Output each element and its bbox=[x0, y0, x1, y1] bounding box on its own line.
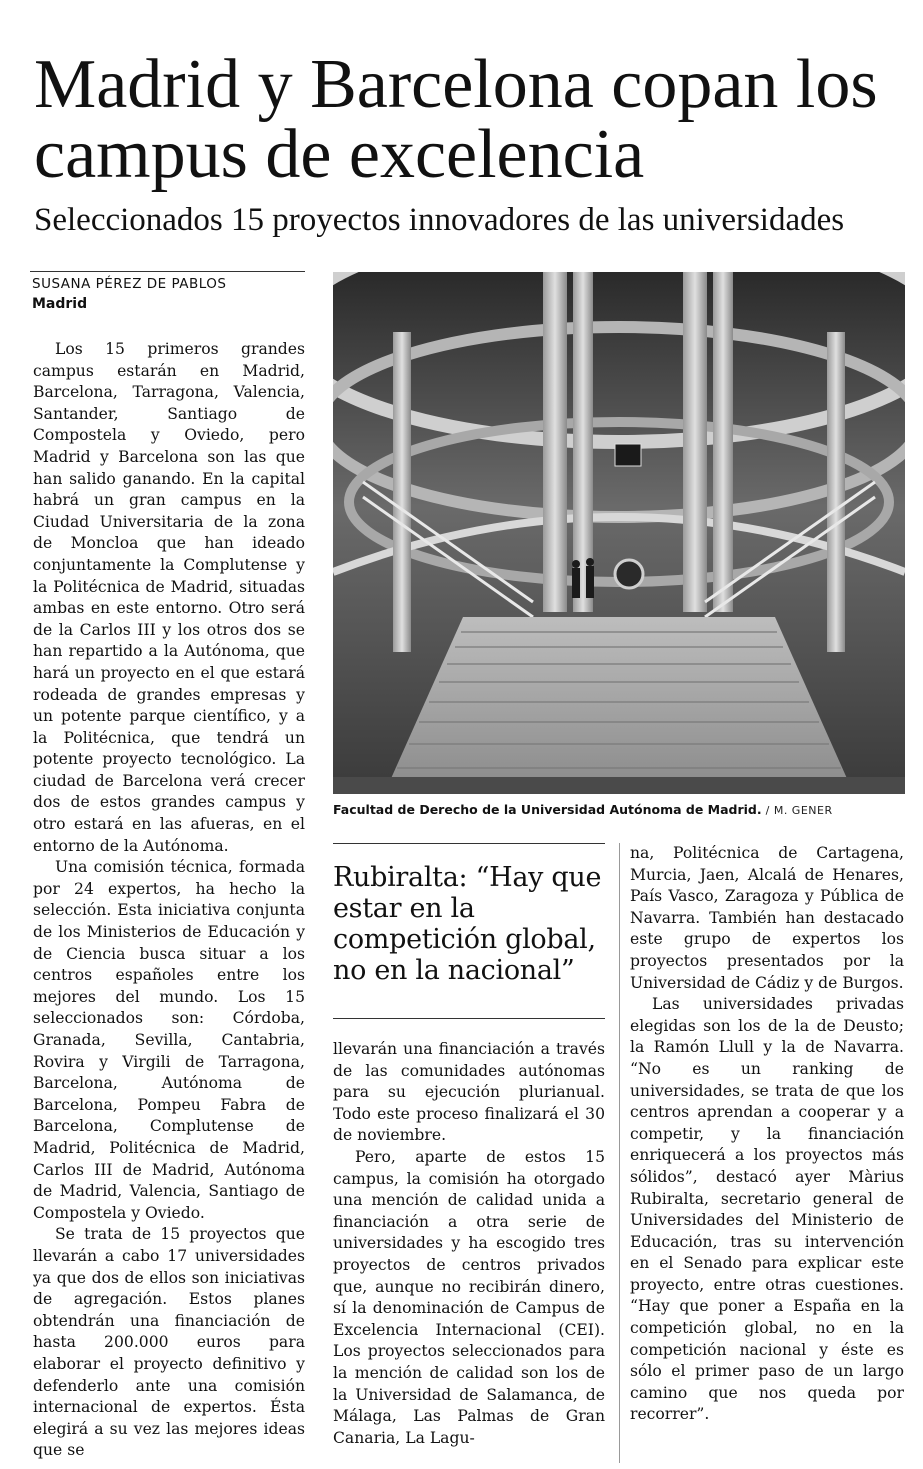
paragraph: na, Politécnica de Cartagena, Murcia, Jaen, Alcalá de Henares, País Vasco, Zaragoza y Pública de Navarra. También han destacado este grupo de expertos los proyectos presentados por la Universidad de Cádiz y de Burgos. bbox=[630, 844, 904, 992]
headline: Madrid y Barcelona copan los campus de excelencia bbox=[34, 46, 878, 193]
dateline: Madrid bbox=[32, 296, 88, 312]
photo-caption bbox=[333, 802, 905, 817]
pullquote-top-rule bbox=[333, 843, 605, 844]
paragraph: Se trata de 15 proyectos que llevarán a cabo 17 universidades ya que dos de ellos son iniciativas de agregación. Estos planes obtendrán una financiación de hasta 200.000 euros para elaborar el proyecto definitivo y defenderlo ante una comisión internacional de expertos. Ésta elegirá a su vez las mejores ideas que se bbox=[33, 1225, 305, 1460]
paragraph: Pero, aparte de estos 15 campus, la comisión ha otorgado una mención de calidad unida a financiación a otra serie de universidades y ha escogido tres proyectos de centros privados que, aunque no recibirán dinero, sí la denominación de Campus de Excelencia Internacional (CEI). Los proyectos seleccionados para la mención de calidad son los de la Universidad de Salamanca, de Málaga, Las Palmas de Gran Canaria, La Lagu- bbox=[333, 1147, 605, 1447]
paragraph: Una comisión técnica, formada por 24 expertos, ha hecho la selección. Esta iniciativa conjunta de los Ministerios de Educación y de Ciencia busca situar a los centros españoles entre los mejores del mundo. Los 15 seleccionados son: Córdoba, Granada, Sevilla, Cantabria, Rovira y Virgili de Tarragona, Barcelona, Autónoma de Barcelona, Pompeu Fabra de Barcelona, Complutense de Madrid, Politécnica de Madrid, Carlos III de Madrid, Autónoma de Madrid, Valencia, Santiago de Compostela y Oviedo. bbox=[33, 858, 305, 1222]
caption-text: Facultad de Derecho de la Universidad Autónoma de Madrid. bbox=[333, 802, 762, 817]
byline-top-rule bbox=[30, 271, 305, 272]
paragraph: Los 15 primeros grandes campus estarán en Madrid, Barcelona, Tarragona, Valencia, Santander, Santiago de Compostela y Oviedo, pero Madrid y Barcelona son las que han salido ganando. En la capital habrá un gran campus en la Ciudad Universitaria de la zona de Moncloa que han ideado conjuntamente la Complutense y la Politécnica de Madrid, situadas ambas en este entorno. Otro será de la Carlos III y los otros dos se han repartido a la Autónoma, que hará un proyecto en el que estará rodeada de grandes empresas y un potente parque científico, y a la Politécnica, que tendrá un potente proyecto tecnológico. La ciudad de Barcelona verá crecer dos de estos grandes campus y otro estará en las afueras, en el entorno de la Autónoma. bbox=[33, 340, 305, 855]
paragraph: Las universidades privadas elegidas son los de la de Deusto; la Ramón Llull y la de Navarra. “No es un ranking de universidades, se trata de que los centros aprendan a cooperar y a competir, y la financiación enriquecerá a los proyectos más sólidos”, destacó ayer Màrius Rubiralta, secretario general de Universidades del Ministerio de Educación, tras su intervención en el Senado para explicar este proyecto, entre otras cuestiones. “Hay que poner a España en la competición global, no en la competición nacional y éste es sólo el primer paso de un largo camino que nos queda por recorrer”. bbox=[630, 995, 904, 1424]
article-photo bbox=[333, 272, 905, 794]
staircase-photo-illustration bbox=[333, 272, 905, 794]
byline: SUSANA PÉREZ DE PABLOS bbox=[32, 276, 227, 292]
article-column-3 bbox=[630, 843, 904, 1426]
article-column-2 bbox=[333, 1039, 605, 1449]
paragraph: llevarán una financiación a través de las comunidades autónomas para su ejecución plurianual. Todo este proceso finalizará el 30 de noviembre. bbox=[333, 1040, 605, 1145]
subheadline: Seleccionados 15 proyectos innovadores de las universidades bbox=[34, 202, 845, 238]
column-divider bbox=[619, 843, 620, 1463]
article-column-1 bbox=[33, 339, 305, 1462]
pullquote-bottom-rule bbox=[333, 1018, 605, 1019]
photo-credit: / M. GENER bbox=[765, 804, 833, 817]
pullquote: Rubiralta: “Hay que estar en la competición global, no en la nacional” bbox=[333, 862, 602, 986]
